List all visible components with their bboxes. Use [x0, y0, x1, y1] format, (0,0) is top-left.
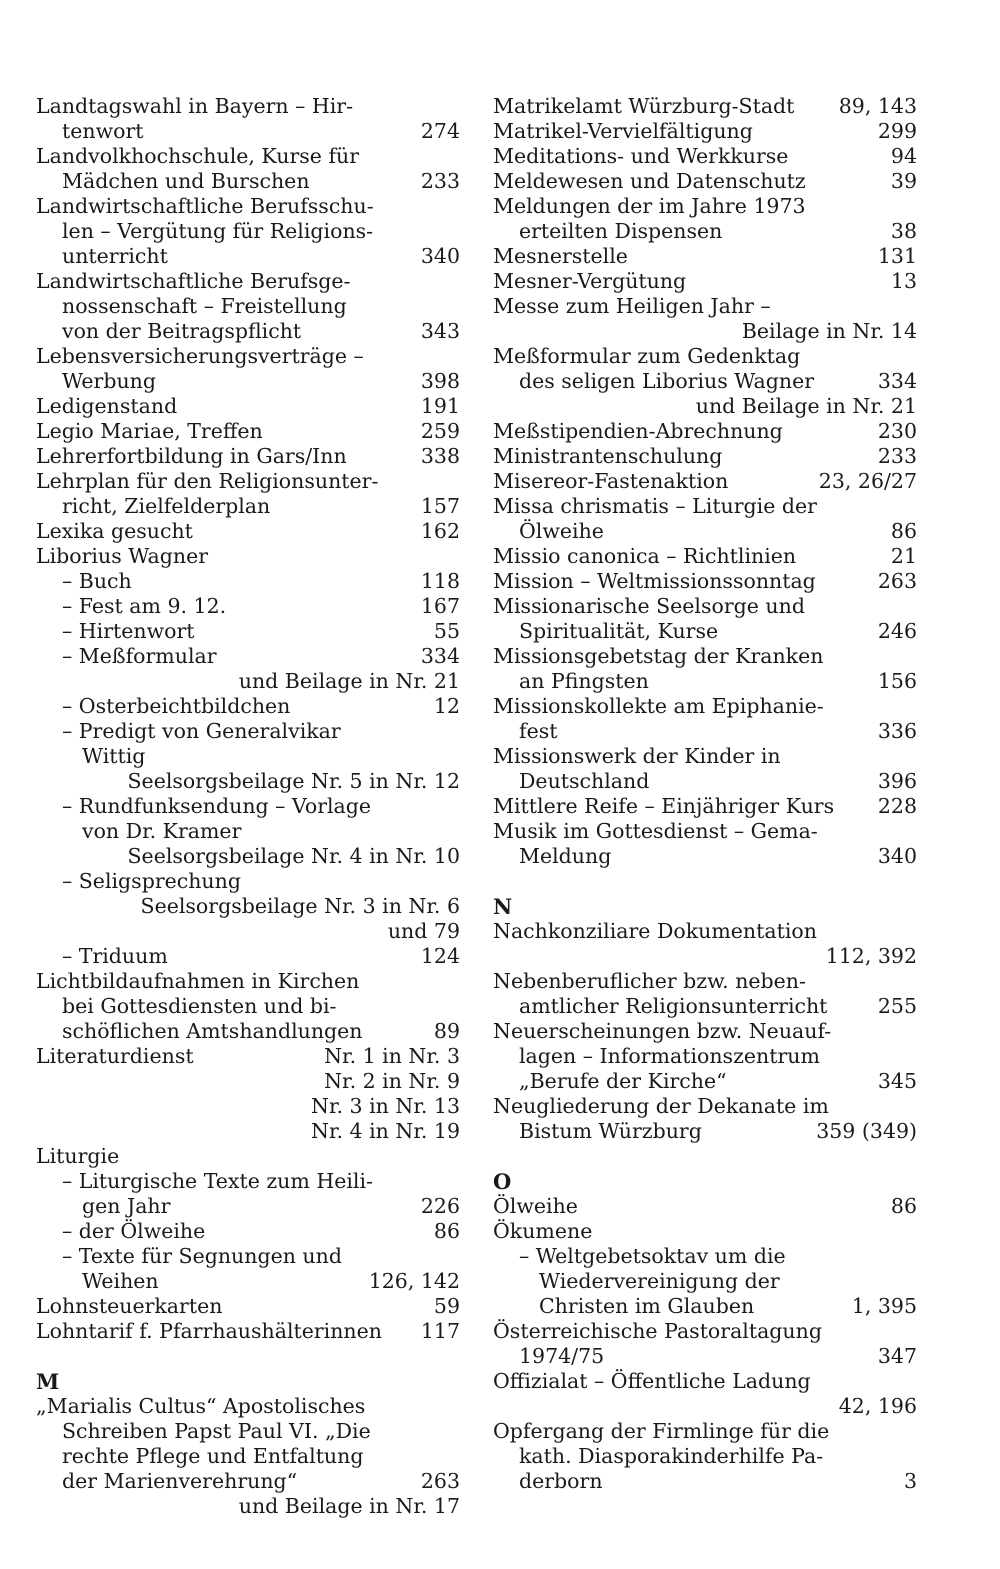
- right-index-column: [493, 94, 917, 1494]
- index-entry: [493, 394, 917, 419]
- index-entry: [493, 569, 917, 594]
- page-reference: Seelsorgsbeilage Nr. 3 in Nr. 6: [140, 894, 460, 918]
- index-entry: [493, 669, 917, 694]
- entry-text: Missa chrismatis – Liturgie der: [493, 494, 817, 518]
- index-entry: [36, 119, 460, 144]
- entry-text: Matrikelamt Würzburg-Stadt: [493, 94, 795, 118]
- page-reference: 124: [420, 944, 460, 968]
- page-reference: 246: [877, 619, 917, 643]
- index-entry: [493, 1444, 917, 1469]
- index-entry: [36, 794, 460, 819]
- section-heading: [493, 1169, 917, 1194]
- page-reference: 299: [877, 119, 917, 143]
- index-entry: [493, 494, 917, 519]
- index-entry: [36, 244, 460, 269]
- index-entry: [493, 1119, 917, 1144]
- index-entry: [493, 1244, 917, 1269]
- index-entry: [36, 669, 460, 694]
- entry-text: Bistum Würzburg: [519, 1119, 702, 1143]
- entry-text: Deutschland: [519, 769, 650, 793]
- index-entry: [493, 194, 917, 219]
- index-entry: [36, 369, 460, 394]
- index-entry: [36, 1044, 460, 1069]
- index-entry: [493, 769, 917, 794]
- index-entry: [493, 319, 917, 344]
- section-spacer: [493, 1144, 917, 1169]
- index-entry: [36, 94, 460, 119]
- entry-text: richt, Zielfelderplan: [62, 494, 271, 518]
- page-reference: 259: [420, 419, 460, 443]
- page-reference: Nr. 1 in Nr. 3: [324, 1044, 460, 1068]
- index-entry: [36, 819, 460, 844]
- index-entry: [36, 994, 460, 1019]
- entry-text: derborn: [519, 1469, 603, 1493]
- page-reference: 86: [890, 519, 917, 543]
- entry-text: Lohntarif f. Pfarrhaushälterinnen: [36, 1319, 382, 1343]
- entry-text: – Hirtenwort: [62, 619, 195, 643]
- index-entry: [493, 444, 917, 469]
- entry-text: Meßformular zum Gedenktag: [493, 344, 801, 368]
- index-entry: [36, 1069, 460, 1094]
- entry-text: Neuerscheinungen bzw. Neuauf-: [493, 1019, 832, 1043]
- entry-text: Lebensversicherungsverträge –: [36, 344, 364, 368]
- index-entry: [36, 469, 460, 494]
- entry-text: Missio canonica – Richtlinien: [493, 544, 797, 568]
- entry-text: Missionsgebetstag der Kranken: [493, 644, 824, 668]
- entry-text: amtlicher Religionsunterricht: [519, 994, 828, 1018]
- entry-text: lagen – Informationszentrum: [519, 1044, 820, 1068]
- index-entry: [36, 869, 460, 894]
- page-reference: Nr. 3 in Nr. 13: [311, 1094, 460, 1118]
- index-entry: [493, 469, 917, 494]
- page-reference: und Beilage in Nr. 17: [238, 1494, 460, 1518]
- entry-text: „Berufe der Kirche“: [519, 1069, 727, 1093]
- index-entry: [36, 1294, 460, 1319]
- entry-text: Lichtbildaufnahmen in Kirchen: [36, 969, 360, 993]
- page-reference: Nr. 4 in Nr. 19: [311, 1119, 460, 1143]
- index-entry: [36, 1494, 460, 1519]
- page-reference: 86: [433, 1219, 460, 1243]
- section-heading: [493, 894, 917, 919]
- entry-text: kath. Diasporakinderhilfe Pa-: [519, 1444, 824, 1468]
- page-reference: 89, 143: [838, 94, 917, 118]
- entry-text: – Triduum: [62, 944, 168, 968]
- entry-text: – Weltgebetsoktav um die: [519, 1244, 786, 1268]
- page-reference: Seelsorgsbeilage Nr. 4 in Nr. 10: [127, 844, 460, 868]
- page-reference: 228: [877, 794, 917, 818]
- index-entry: [493, 419, 917, 444]
- entry-text: Legio Mariae, Treffen: [36, 419, 263, 443]
- entry-text: Meldungen der im Jahre 1973: [493, 194, 806, 218]
- entry-text: der Marienverehrung“: [62, 1469, 298, 1493]
- index-entry: [493, 369, 917, 394]
- entry-text: erteilten Dispensen: [519, 219, 723, 243]
- page-reference: 126, 142: [368, 1269, 460, 1293]
- entry-text: bei Gottesdiensten und bi-: [62, 994, 337, 1018]
- entry-text: Weihen: [82, 1269, 159, 1293]
- index-entry: [36, 319, 460, 344]
- index-entry: [493, 1394, 917, 1419]
- index-entry: [493, 744, 917, 769]
- index-entry: [36, 419, 460, 444]
- entry-text: Offizialat – Öffentliche Ladung: [493, 1369, 811, 1393]
- index-entry: [493, 1469, 917, 1494]
- page-reference: 343: [420, 319, 460, 343]
- index-entry: [493, 169, 917, 194]
- index-entry: [36, 644, 460, 669]
- index-entry: [36, 1094, 460, 1119]
- page-reference: 226: [420, 1194, 460, 1218]
- index-entry: [36, 144, 460, 169]
- index-entry: [493, 344, 917, 369]
- page-reference: 13: [890, 269, 917, 293]
- entry-text: – Buch: [62, 569, 132, 593]
- index-entry: [36, 219, 460, 244]
- entry-text: Neugliederung der Dekanate im: [493, 1094, 829, 1118]
- index-entry: [36, 1119, 460, 1144]
- page-reference: 347: [877, 1344, 917, 1368]
- entry-text: Meldewesen und Datenschutz: [493, 169, 806, 193]
- index-entry: [493, 844, 917, 869]
- index-entry: [493, 1344, 917, 1369]
- page-reference: 396: [877, 769, 917, 793]
- index-entry: [493, 969, 917, 994]
- index-entry: [36, 894, 460, 919]
- entry-text: Christen im Glauben: [539, 1294, 755, 1318]
- section-letter: N: [493, 894, 513, 919]
- index-entry: [493, 294, 917, 319]
- index-entry: [493, 1419, 917, 1444]
- index-entry: [36, 844, 460, 869]
- page-reference: 398: [420, 369, 460, 393]
- entry-text: – Osterbeichtbildchen: [62, 694, 291, 718]
- entry-text: – Texte für Segnungen und: [62, 1244, 342, 1268]
- page-reference: 263: [877, 569, 917, 593]
- index-entry: [493, 94, 917, 119]
- entry-text: Ölweihe: [493, 1194, 578, 1218]
- index-entry: [493, 1194, 917, 1219]
- index-entry: [36, 494, 460, 519]
- entry-text: Lehrplan für den Religionsunter-: [36, 469, 379, 493]
- index-entry: [36, 594, 460, 619]
- page-reference: 338: [420, 444, 460, 468]
- index-entry: [36, 969, 460, 994]
- index-entry: [36, 1394, 460, 1419]
- index-entry: [36, 1144, 460, 1169]
- entry-text: Österreichische Pastoraltagung: [493, 1319, 822, 1343]
- page-reference: 162: [420, 519, 460, 543]
- page-reference: 131: [877, 244, 917, 268]
- index-entry: [493, 819, 917, 844]
- entry-text: Lohnsteuerkarten: [36, 1294, 223, 1318]
- index-entry: [493, 119, 917, 144]
- entry-text: Liturgie: [36, 1144, 120, 1168]
- entry-text: „Marialis Cultus“ Apostolisches: [36, 1394, 366, 1418]
- index-entry: [36, 444, 460, 469]
- index-entry: [493, 144, 917, 169]
- index-entry: [493, 994, 917, 1019]
- index-entry: [36, 919, 460, 944]
- index-entry: [36, 694, 460, 719]
- page-reference: 167: [420, 594, 460, 618]
- page-reference: 1, 395: [851, 1294, 917, 1318]
- page-reference: 112, 392: [825, 944, 917, 968]
- page-reference: 255: [877, 994, 917, 1018]
- entry-text: des seligen Liborius Wagner: [519, 369, 815, 393]
- page-reference: 86: [890, 1194, 917, 1218]
- entry-text: Nachkonziliare Dokumentation: [493, 919, 817, 943]
- index-entry: [493, 544, 917, 569]
- page-reference: 263: [420, 1469, 460, 1493]
- entry-text: an Pfingsten: [519, 669, 649, 693]
- page-reference: und 79: [387, 919, 460, 943]
- index-entry: [36, 1019, 460, 1044]
- section-spacer: [493, 869, 917, 894]
- entry-text: Meditations- und Werkkurse: [493, 144, 789, 168]
- page-reference: 59: [433, 1294, 460, 1318]
- entry-text: Ökumene: [493, 1219, 593, 1243]
- page-reference: 340: [420, 244, 460, 268]
- entry-text: gen Jahr: [82, 1194, 171, 1218]
- index-entry: [36, 1444, 460, 1469]
- page-reference: Beilage in Nr. 14: [741, 319, 917, 343]
- entry-text: Ölweihe: [519, 519, 604, 543]
- index-entry: [493, 694, 917, 719]
- section-heading: [36, 1369, 460, 1394]
- index-entry: [493, 1044, 917, 1069]
- index-entry: [36, 719, 460, 744]
- index-entry: [493, 1269, 917, 1294]
- page-reference: 336: [877, 719, 917, 743]
- entry-text: Schreiben Papst Paul VI. „Die: [62, 1419, 371, 1443]
- entry-text: – der Ölweihe: [62, 1219, 206, 1243]
- index-entry: [493, 644, 917, 669]
- index-entry: [36, 1419, 460, 1444]
- entry-text: Ledigenstand: [36, 394, 178, 418]
- index-entry: [493, 1094, 917, 1119]
- entry-text: Mittlere Reife – Einjähriger Kurs: [493, 794, 835, 818]
- index-entry: [36, 1469, 460, 1494]
- entry-text: Lehrerfortbildung in Gars/Inn: [36, 444, 347, 468]
- page-reference: 118: [420, 569, 460, 593]
- index-entry: [493, 1019, 917, 1044]
- index-entry: [36, 269, 460, 294]
- index-entry: [493, 244, 917, 269]
- entry-text: von Dr. Kramer: [82, 819, 242, 843]
- section-letter: O: [493, 1169, 512, 1194]
- entry-text: rechte Pflege und Entfaltung: [62, 1444, 364, 1468]
- index-entry: [36, 294, 460, 319]
- page-reference: 21: [890, 544, 917, 568]
- left-index-column: [36, 94, 460, 1519]
- entry-text: schöflichen Amtshandlungen: [62, 1019, 363, 1043]
- index-entry: [493, 269, 917, 294]
- index-entry: [36, 1269, 460, 1294]
- index-entry: [36, 944, 460, 969]
- page-reference: 157: [420, 494, 460, 518]
- entry-text: – Seligsprechung: [62, 869, 241, 893]
- index-entry: [36, 1244, 460, 1269]
- index-entry: [493, 619, 917, 644]
- entry-text: Landwirtschaftliche Berufsschu-: [36, 194, 374, 218]
- entry-text: unterricht: [62, 244, 168, 268]
- index-entry: [493, 794, 917, 819]
- page-reference: Nr. 2 in Nr. 9: [324, 1069, 460, 1093]
- page-reference: 117: [420, 1319, 460, 1343]
- index-entry: [36, 544, 460, 569]
- page-reference: 3: [903, 1469, 917, 1493]
- entry-text: Lexika gesucht: [36, 519, 193, 543]
- index-entry: [36, 619, 460, 644]
- entry-text: Mesner-Vergütung: [493, 269, 687, 293]
- index-entry: [493, 1319, 917, 1344]
- index-entry: [36, 769, 460, 794]
- entry-text: Liborius Wagner: [36, 544, 208, 568]
- entry-text: Musik im Gottesdienst – Gema-: [493, 819, 818, 843]
- entry-text: Mädchen und Burschen: [62, 169, 310, 193]
- entry-text: Missionskollekte am Epiphanie-: [493, 694, 824, 718]
- entry-text: tenwort: [62, 119, 144, 143]
- entry-text: Landtagswahl in Bayern – Hir-: [36, 94, 354, 118]
- entry-text: Messe zum Heiligen Jahr –: [493, 294, 771, 318]
- entry-text: Opfergang der Firmlinge für die: [493, 1419, 830, 1443]
- page-reference: 233: [877, 444, 917, 468]
- entry-text: Missionswerk der Kinder in: [493, 744, 781, 768]
- index-entry: [36, 1194, 460, 1219]
- index-entry: [36, 1219, 460, 1244]
- entry-text: len – Vergütung für Religions-: [62, 219, 374, 243]
- index-entry: [36, 569, 460, 594]
- section-letter: M: [36, 1369, 60, 1394]
- entry-text: Landvolkhochschule, Kurse für: [36, 144, 360, 168]
- index-entry: [36, 344, 460, 369]
- index-entry: [493, 919, 917, 944]
- page-reference: Seelsorgsbeilage Nr. 5 in Nr. 12: [127, 769, 460, 793]
- page-reference: und Beilage in Nr. 21: [238, 669, 460, 693]
- entry-text: – Meßformular: [62, 644, 217, 668]
- entry-text: Wittig: [82, 744, 146, 768]
- page-reference: 156: [877, 669, 917, 693]
- index-entry: [493, 519, 917, 544]
- page-reference: 191: [420, 394, 460, 418]
- page-reference: 12: [433, 694, 460, 718]
- entry-text: – Predigt von Generalvikar: [62, 719, 341, 743]
- index-entry: [36, 394, 460, 419]
- index-entry: [493, 1069, 917, 1094]
- page-reference: 334: [420, 644, 460, 668]
- page-reference: 230: [877, 419, 917, 443]
- entry-text: fest: [519, 719, 558, 743]
- entry-text: Missionarische Seelsorge und: [493, 594, 805, 618]
- index-entry: [493, 1294, 917, 1319]
- page-reference: 340: [877, 844, 917, 868]
- entry-text: Meldung: [519, 844, 612, 868]
- page-reference: 274: [420, 119, 460, 143]
- index-entry: [493, 719, 917, 744]
- entry-text: nossenschaft – Freistellung: [62, 294, 347, 318]
- entry-text: Nebenberuflicher bzw. neben-: [493, 969, 806, 993]
- entry-text: Spiritualität, Kurse: [519, 619, 719, 643]
- entry-text: Werbung: [62, 369, 156, 393]
- index-entry: [493, 1369, 917, 1394]
- page-reference: 334: [877, 369, 917, 393]
- index-entry: [493, 219, 917, 244]
- page-reference: 39: [890, 169, 917, 193]
- entry-text: Mesnerstelle: [493, 244, 628, 268]
- index-entry: [493, 944, 917, 969]
- index-entry: [493, 594, 917, 619]
- index-entry: [36, 169, 460, 194]
- page-reference: 359 (349): [816, 1119, 917, 1143]
- index-entry: [36, 1169, 460, 1194]
- page-reference: 55: [433, 619, 460, 643]
- index-entry: [493, 1219, 917, 1244]
- index-entry: [36, 1319, 460, 1344]
- entry-text: – Fest am 9. 12.: [62, 594, 227, 618]
- page-reference: 38: [890, 219, 917, 243]
- entry-text: Wiedervereinigung der: [539, 1269, 780, 1293]
- entry-text: Landwirtschaftliche Berufsge-: [36, 269, 351, 293]
- entry-text: 1974/75: [519, 1344, 605, 1368]
- page-reference: 89: [433, 1019, 460, 1043]
- entry-text: Meßstipendien-Abrechnung: [493, 419, 783, 443]
- entry-text: Misereor-Fastenaktion: [493, 469, 729, 493]
- index-entry: [36, 194, 460, 219]
- entry-text: – Rundfunksendung – Vorlage: [62, 794, 372, 818]
- page-reference: 94: [890, 144, 917, 168]
- page-reference: und Beilage in Nr. 21: [695, 394, 917, 418]
- entry-text: Matrikel-Vervielfältigung: [493, 119, 753, 143]
- entry-text: – Liturgische Texte zum Heili-: [62, 1169, 373, 1193]
- entry-text: von der Beitragspflicht: [62, 319, 302, 343]
- page-reference: 23, 26/27: [818, 469, 917, 493]
- entry-text: Mission – Weltmissionssonntag: [493, 569, 816, 593]
- page-reference: 42, 196: [838, 1394, 917, 1418]
- page-reference: 345: [877, 1069, 917, 1093]
- section-spacer: [36, 1344, 460, 1369]
- page-reference: 233: [420, 169, 460, 193]
- entry-text: Ministrantenschulung: [493, 444, 723, 468]
- entry-text: Literaturdienst: [36, 1044, 194, 1068]
- index-entry: [36, 519, 460, 544]
- index-entry: [36, 744, 460, 769]
